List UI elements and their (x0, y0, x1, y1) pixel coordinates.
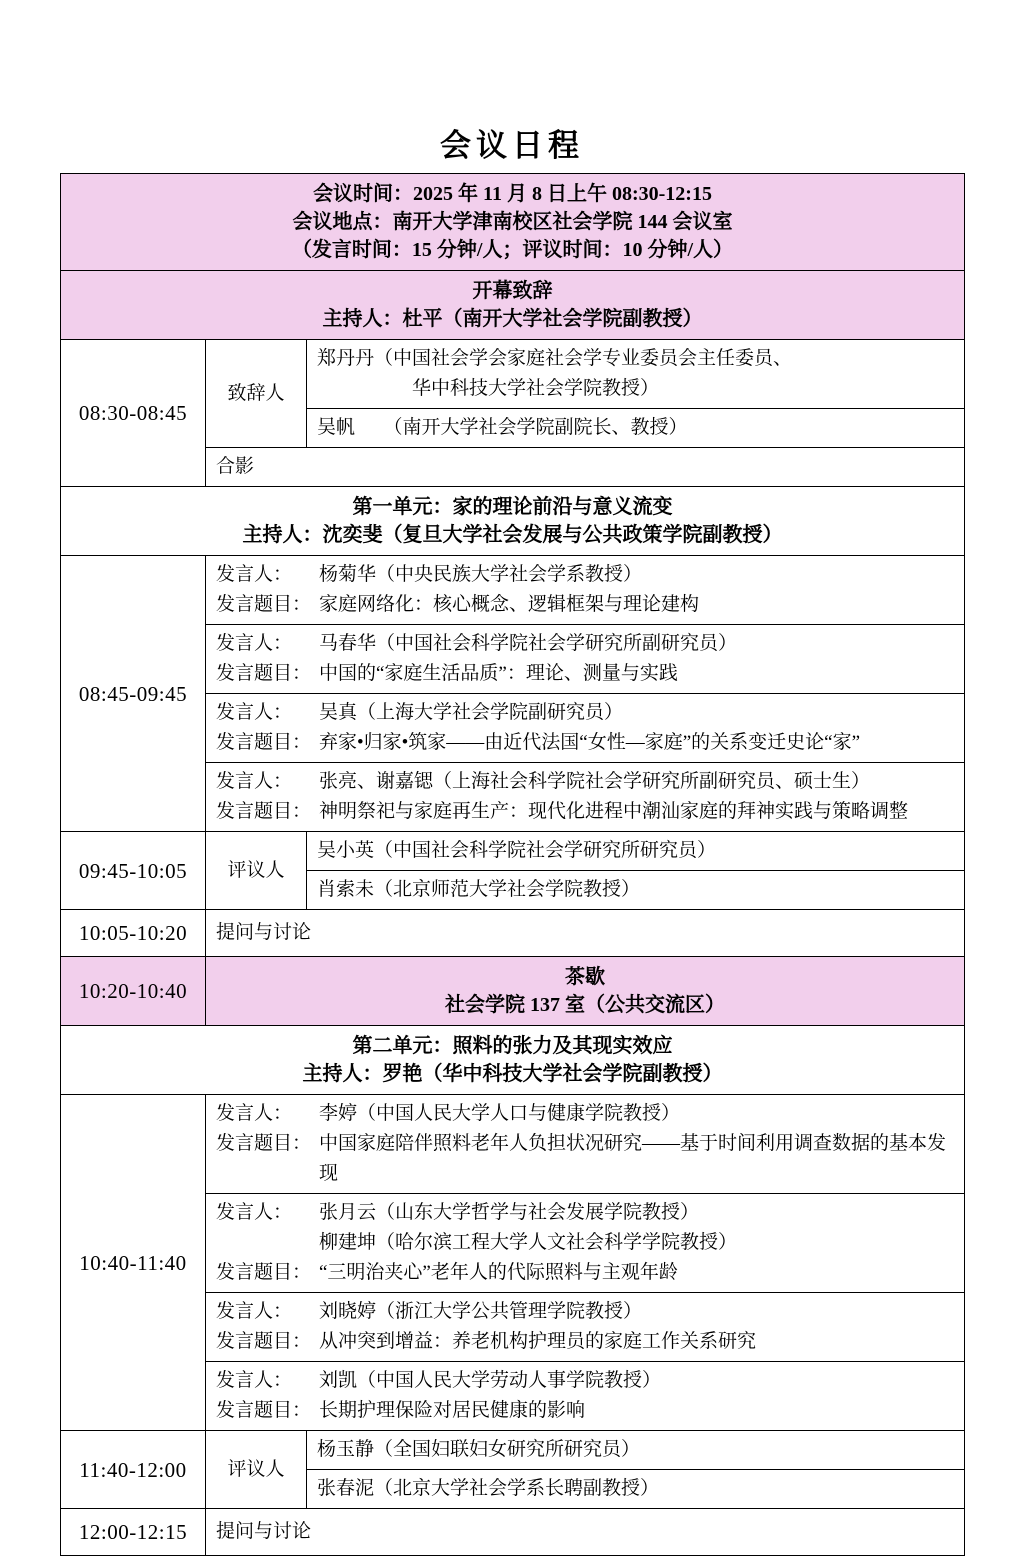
opening-time-cell: 08:30-08:45 (61, 340, 206, 487)
talk-cell (206, 625, 965, 694)
qa-cell: 提问与讨论 (206, 1509, 965, 1556)
speaker-name-2: 柳建坤（哈尔滨工程大学人文社会科学学院教授） (319, 1232, 738, 1253)
speaker-name: 刘凯（中国人民大学劳动人事学院教授） (319, 1370, 662, 1391)
schedule-table (60, 173, 965, 1556)
tea-break-location: 社会学院 137 室（公共交流区） (445, 994, 725, 1016)
speaker-name: 张亮、谢嘉锶（上海社会科学院社会学研究所副研究员、硕士生） (319, 771, 871, 792)
speaker-name: 刘晓婷（浙江大学公共管理学院教授） (319, 1301, 643, 1322)
talk-cell (206, 1095, 965, 1194)
speaker-label: 发言人： (216, 771, 293, 792)
unit2-time-cell: 10:40-11:40 (61, 1095, 206, 1431)
opening-header-cell (61, 271, 965, 340)
speaker-name: 马春华（中国社会科学院社会学研究所副研究员） (319, 633, 738, 654)
speaker-label: 发言人： (216, 633, 293, 654)
talk-topic: “三明治夹心”老年人的代际照料与主观年龄 (319, 1262, 678, 1283)
unit1-host: 主持人：沈奕斐（复旦大学社会发展与公共政策学院副教授） (242, 524, 783, 546)
talk-cell (206, 556, 965, 625)
topic-label: 发言题目： (216, 594, 312, 615)
meeting-time-line: 会议时间：2025 年 11 月 8 日上午 08:30-12:15 (313, 183, 712, 205)
discussant-name-cell: 张春泥（北京大学社会学系长聘副教授） (307, 1470, 965, 1509)
topic-label: 发言题目： (216, 801, 312, 822)
unit2-qa-time-cell: 12:00-12:15 (61, 1509, 206, 1556)
speaker-label: 发言人： (216, 1202, 293, 1223)
discussant-role-cell: 评议人 (206, 832, 307, 910)
unit2-header-cell (61, 1026, 965, 1095)
unit1-title: 第一单元：家的理论前沿与意义流变 (352, 496, 673, 518)
discussant-name-cell: 肖索未（北京师范大学社会学院教授） (307, 871, 965, 910)
talk-cell (206, 1194, 965, 1293)
speaker-name: 杨菊华（中央民族大学社会学系教授） (319, 564, 643, 585)
speaker-label: 发言人： (216, 1103, 293, 1124)
unit1-review-time-cell: 09:45-10:05 (61, 832, 206, 910)
unit1-qa-row (61, 910, 965, 957)
opening-host: 主持人：杜平（南开大学社会学院副教授） (322, 308, 703, 330)
topic-label: 发言题目： (216, 1331, 312, 1352)
unit1-time-cell: 08:45-09:45 (61, 556, 206, 832)
tea-break-title: 茶歇 (565, 966, 605, 988)
talk-topic: 神明祭祀与家庭再生产：现代化进程中潮汕家庭的拜神实践与策略调整 (319, 801, 909, 822)
meeting-info-row (61, 174, 965, 271)
speaker-label: 发言人： (216, 1301, 293, 1322)
discussant-name-cell: 吴小英（中国社会科学院社会学研究所研究员） (307, 832, 965, 871)
talk-cell (206, 694, 965, 763)
discussant-name-cell: 杨玉静（全国妇联妇女研究所研究员） (307, 1431, 965, 1470)
talk-topic: 中国的“家庭生活品质”：理论、测量与实践 (319, 663, 678, 684)
topic-label: 发言题目： (216, 732, 312, 753)
talk-topic: 从冲突到增益：养老机构护理员的家庭工作关系研究 (319, 1331, 757, 1352)
greeter-role-cell: 致辞人 (206, 340, 307, 448)
tea-break-time-cell: 10:20-10:40 (61, 957, 206, 1026)
talk-cell (206, 1293, 965, 1362)
talk-topic: 中国家庭陪伴照料老年人负担状况研究——基于时间利用调查数据的基本发现 (319, 1133, 947, 1184)
opening-title: 开幕致辞 (472, 280, 553, 302)
speaker-name: 吴真（上海大学社会学院副研究员） (319, 702, 624, 723)
greeter-2-cell: 吴帆 （南开大学社会学院副院长、教授） (307, 409, 965, 448)
unit1-talk-row-1 (61, 556, 965, 625)
unit2-title: 第二单元：照料的张力及其现实效应 (352, 1035, 673, 1057)
speaker-name: 张月云（山东大学哲学与社会发展学院教授） (319, 1202, 700, 1223)
qa-cell: 提问与讨论 (206, 910, 965, 957)
meeting-place-line: 会议地点：南开大学津南校区社会学院 144 会议室 (292, 211, 733, 233)
talk-topic: 长期护理保险对居民健康的影响 (319, 1400, 586, 1421)
tea-break-row (61, 957, 965, 1026)
talk-cell (206, 763, 965, 832)
unit2-review-time-cell: 11:40-12:00 (61, 1431, 206, 1509)
unit2-host: 主持人：罗艳（华中科技大学社会学院副教授） (302, 1063, 723, 1085)
meeting-note-line: （发言时间：15 分钟/人；评议时间：10 分钟/人） (291, 239, 734, 261)
group-photo-cell: 合影 (206, 448, 965, 487)
speaker-label: 发言人： (216, 564, 293, 585)
meeting-info-cell (61, 174, 965, 271)
page-title: 会议日程 (440, 128, 584, 163)
talk-topic: 弃家•归家•筑家——由近代法国“女性—家庭”的关系变迁史论“家” (319, 732, 861, 753)
unit1-discussant-row-1 (61, 832, 965, 871)
topic-label: 发言题目： (216, 1262, 312, 1283)
unit1-header-cell (61, 487, 965, 556)
talk-topic: 家庭网络化：核心概念、逻辑框架与理论建构 (319, 594, 700, 615)
talk-cell (206, 1362, 965, 1431)
greeter-1-cell (307, 340, 965, 409)
discussant-role-cell: 评议人 (206, 1431, 307, 1509)
unit2-qa-row (61, 1509, 965, 1556)
speaker-label: 发言人： (216, 1370, 293, 1391)
tea-break-cell (206, 957, 965, 1026)
unit2-talk-row-1 (61, 1095, 965, 1194)
unit2-header-row (61, 1026, 965, 1095)
topic-label: 发言题目： (216, 1133, 312, 1154)
topic-label: 发言题目： (216, 663, 312, 684)
opening-header-row (61, 271, 965, 340)
greeter-1-line-2: 华中科技大学社会学院教授） (412, 378, 660, 399)
speaker-label: 发言人： (216, 702, 293, 723)
greeter-1-line-1: 郑丹丹（中国社会学会家庭社会学专业委员会主任委员、 (317, 348, 793, 369)
speaker-name: 李婷（中国人民大学人口与健康学院教授） (319, 1103, 681, 1124)
unit1-qa-time-cell: 10:05-10:20 (61, 910, 206, 957)
opening-greeter-row-1 (61, 340, 965, 409)
unit1-header-row (61, 487, 965, 556)
topic-label: 发言题目： (216, 1400, 312, 1421)
unit2-discussant-row-1 (61, 1431, 965, 1470)
